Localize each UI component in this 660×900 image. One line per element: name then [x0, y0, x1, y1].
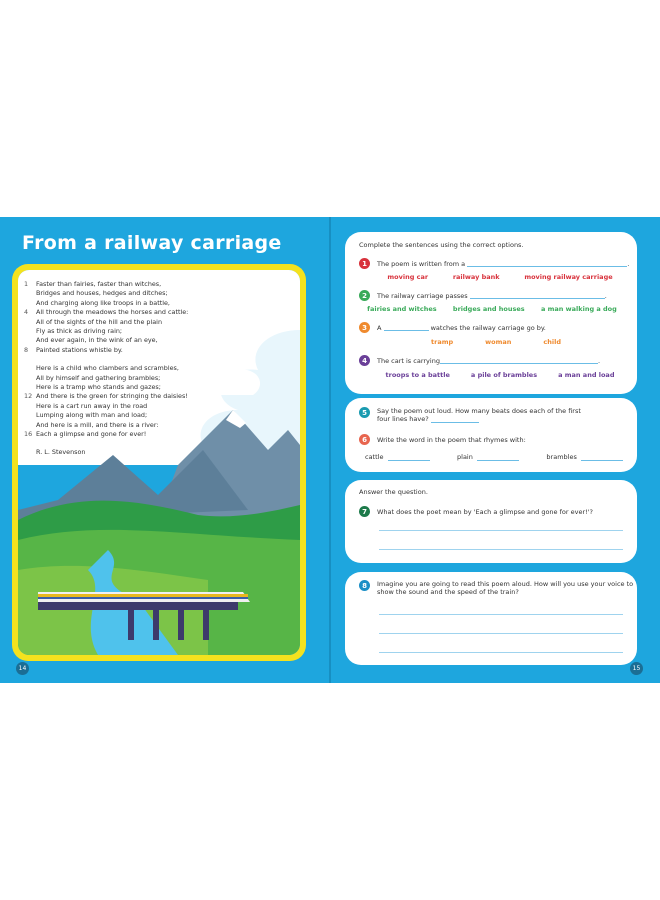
question-1: [359, 258, 629, 269]
line-number: 16: [24, 430, 33, 439]
line-text: And ever again, in the wink of an eye,: [36, 336, 158, 345]
poem-text: [24, 280, 188, 457]
answer-blank[interactable]: [388, 455, 430, 461]
number-badge: 2: [359, 290, 370, 301]
number-badge: 3: [359, 322, 370, 333]
spine: [329, 217, 331, 683]
number-badge: 8: [359, 580, 370, 591]
rhyme-word: plain: [457, 453, 473, 461]
question-7: [359, 506, 593, 517]
options-4: [375, 371, 625, 379]
question-4: [359, 355, 600, 366]
poem-line: [24, 346, 188, 355]
answer-line[interactable]: [379, 549, 623, 550]
poem-line: [24, 430, 188, 439]
option[interactable]: child: [543, 338, 561, 346]
page-number-right: 15: [630, 662, 643, 675]
number-badge: 1: [359, 258, 370, 269]
card-read-aloud: [345, 572, 637, 665]
number-badge: 7: [359, 506, 370, 517]
option[interactable]: woman: [485, 338, 512, 346]
poem-frame: [12, 264, 306, 661]
line-text: Here is a tramp who stands and gazes;: [36, 383, 161, 392]
line-text: All of the sights of the hill and the plain: [36, 317, 163, 326]
option[interactable]: tramp: [431, 338, 454, 346]
poem-line: [24, 336, 188, 345]
answer-blank[interactable]: [581, 455, 623, 461]
option[interactable]: a man and load: [558, 371, 615, 379]
question-text: watches the railway carriage go by.: [430, 323, 546, 332]
line-text: Faster than fairies, faster than witches,: [36, 280, 162, 288]
option[interactable]: railway bank: [452, 273, 500, 281]
punct: .: [627, 259, 630, 268]
line-text: Bridges and houses, hedges and ditches;: [36, 289, 168, 298]
question-text: four lines have?: [377, 415, 429, 423]
rhyme-words: [365, 453, 623, 461]
line-number: [24, 289, 36, 298]
question-text: The cart is carrying: [377, 356, 440, 365]
rhyme-word: cattle: [365, 453, 384, 461]
line-text: Painted stations whistle by.: [36, 345, 123, 354]
answer-line[interactable]: [379, 530, 623, 531]
card-beats-rhymes: [345, 398, 637, 472]
option[interactable]: moving car: [387, 273, 429, 281]
line-text: And charging along like troops in a battle,: [36, 298, 170, 307]
line-text: Fly as thick as driving rain;: [36, 327, 123, 336]
option[interactable]: a pile of brambles: [470, 371, 538, 379]
poem-line: [24, 392, 188, 401]
question-text: Imagine you are going to read this poem aloud. How will you use your voice to: [377, 580, 634, 588]
line-number: [24, 402, 36, 411]
options-1: [375, 273, 625, 281]
option[interactable]: moving railway carriage: [524, 273, 613, 281]
line-text: Lumping along with man and load;: [36, 411, 148, 420]
line-number: [24, 411, 36, 420]
card-complete-sentences: [345, 232, 637, 394]
line-number: 4: [24, 308, 29, 317]
question-text: The railway carriage passes: [377, 291, 468, 300]
answer-line[interactable]: [379, 633, 623, 634]
question-text: Say the poem out loud. How many beats does each of the first: [377, 407, 581, 415]
poem-line: [24, 289, 188, 298]
card-answer-question: [345, 480, 637, 563]
line-number: 8: [24, 345, 29, 354]
line-text: All through the meadows the horses and cattle:: [36, 308, 189, 317]
line-number: [24, 364, 36, 373]
line-number: 1: [24, 280, 29, 288]
line-number: [24, 327, 36, 336]
answer-line[interactable]: [379, 614, 623, 615]
poem-line: [24, 411, 188, 420]
line-text: And here is a mill, and there is a river:: [36, 420, 159, 429]
options-2: [359, 305, 625, 313]
number-badge: 4: [359, 355, 370, 366]
option[interactable]: bridges and houses: [452, 305, 525, 313]
option[interactable]: fairies and witches: [367, 305, 437, 313]
answer-blank[interactable]: [440, 356, 601, 365]
line-number: [24, 421, 36, 430]
train-icon: [38, 592, 250, 602]
line-number: [24, 383, 36, 392]
answer-line[interactable]: [379, 652, 623, 653]
number-badge: 6: [359, 434, 370, 445]
page-title: From a railway carriage: [22, 232, 282, 254]
line-text: Here is a cart run away in the road: [36, 401, 148, 410]
question-3: [359, 322, 546, 333]
question-text: A: [377, 323, 382, 332]
line-text: All by himself and gathering brambles;: [36, 373, 161, 382]
answer-blank[interactable]: [431, 417, 479, 423]
question-text: show the sound and the speed of the train?: [377, 588, 519, 596]
poem-line: [24, 374, 188, 383]
line-text: Each a glimpse and gone for ever!: [36, 430, 147, 439]
option[interactable]: troops to a battle: [385, 371, 450, 379]
rhyme-word: brambles: [546, 453, 577, 461]
poem-author: R. L. Stevenson: [36, 447, 86, 456]
answer-blank[interactable]: [384, 325, 429, 331]
answer-blank[interactable]: [470, 293, 605, 299]
question-text: What does the poet mean by 'Each a glimpse and gone for ever!'?: [377, 507, 593, 516]
question-6: [359, 434, 526, 445]
option[interactable]: a man walking a dog: [540, 305, 617, 313]
poem-line: [24, 402, 188, 411]
poem-line: [24, 308, 188, 317]
viaduct: [38, 602, 238, 610]
answer-blank[interactable]: [477, 455, 519, 461]
line-text: And there is the green for stringing the daisies!: [36, 392, 188, 401]
poem-line: [24, 280, 188, 289]
question-8: [359, 580, 633, 596]
question-5: [359, 407, 581, 423]
line-number: 12: [24, 392, 33, 401]
line-number: [24, 318, 36, 327]
poem-line: [24, 318, 188, 327]
answer-blank[interactable]: [467, 259, 630, 268]
line-number: [24, 336, 36, 345]
instruction: Answer the question.: [359, 488, 428, 496]
question-text: The poem is written from a: [377, 259, 466, 268]
poem-line: [24, 421, 188, 430]
line-number: [24, 299, 36, 308]
line-text: Here is a child who clambers and scrambles,: [36, 364, 179, 373]
line-number: [24, 374, 36, 383]
punct: .: [597, 356, 601, 365]
poem-line: [24, 364, 188, 373]
options-3: [415, 338, 577, 346]
number-badge: 5: [359, 407, 370, 418]
poem-line: [24, 327, 188, 336]
question-text: Write the word in the poem that rhymes with:: [377, 435, 526, 444]
instruction: Complete the sentences using the correct options.: [359, 241, 524, 249]
page-number-left: 14: [16, 662, 29, 675]
poem-line: [24, 299, 188, 308]
poem-line: [24, 383, 188, 392]
punct: .: [604, 291, 607, 300]
question-2: [359, 290, 607, 301]
